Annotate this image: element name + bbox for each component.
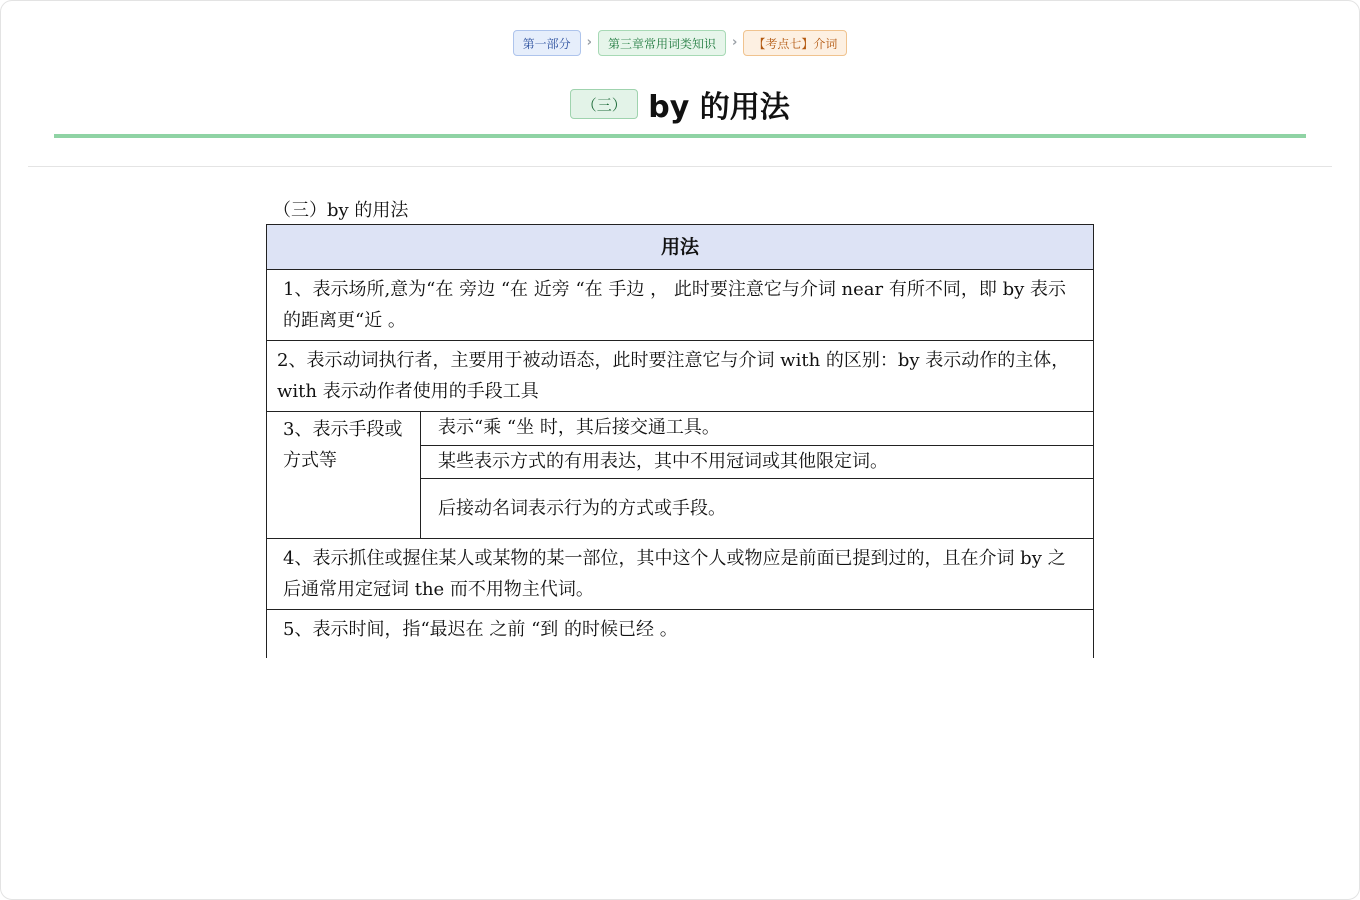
usage-table <box>266 224 1094 658</box>
page-title-row <box>0 82 1360 126</box>
chevron-right-icon: › <box>732 35 738 50</box>
usage-row-3-label: 3、表示手段或方式等 <box>267 412 421 539</box>
section-number-badge: （三） <box>570 89 638 119</box>
breadcrumb-chapter[interactable]: 第三章常用词类知识 <box>598 30 726 56</box>
usage-row-3-sub-3: 后接动名词表示行为的方式或手段。 <box>421 479 1094 539</box>
document-image <box>266 224 1096 658</box>
table-header-row <box>267 225 1094 270</box>
chevron-right-icon: › <box>586 35 592 50</box>
usage-row-3-sub-1: 表示“乘 “坐 时，其后接交通工具。 <box>421 412 1094 446</box>
table-row <box>267 412 1094 446</box>
document-caption: （三）by 的用法 <box>273 200 409 221</box>
table-row <box>267 270 1094 341</box>
breadcrumb-part[interactable]: 第一部分 <box>513 30 581 56</box>
table-row <box>267 539 1094 610</box>
table-header: 用法 <box>267 225 1094 270</box>
usage-row-3-sub-2: 某些表示方式的有用表达，其中不用冠词或其他限定词。 <box>421 446 1094 479</box>
usage-row-1: 1、表示场所,意为“在 旁边 “在 近旁 “在 手边 ， 此时要注意它与介词 near 有所不同，即 by 表示的距离更“近 。 <box>267 270 1094 341</box>
title-underline <box>54 134 1306 138</box>
breadcrumb <box>0 30 1360 56</box>
table-row <box>267 341 1094 412</box>
content-divider <box>28 166 1332 167</box>
usage-row-5: 5、表示时间，指“最迟在 之前 “到 的时候已经 。 <box>267 610 1094 659</box>
breadcrumb-point[interactable]: 【考点七】介词 <box>743 30 847 56</box>
usage-row-2: 2、表示动词执行者，主要用于被动语态，此时要注意它与介词 with 的区别：by 表示动作的主体，with 表示动作者使用的手段工具 <box>267 341 1094 412</box>
table-row <box>267 610 1094 659</box>
usage-row-4: 4、表示抓住或握住某人或某物的某一部位，其中这个人或物应是前面已提到过的，且在介词 by 之后通常用定冠词 the 而不用物主代词。 <box>267 539 1094 610</box>
page-title: by 的用法 <box>648 90 790 125</box>
